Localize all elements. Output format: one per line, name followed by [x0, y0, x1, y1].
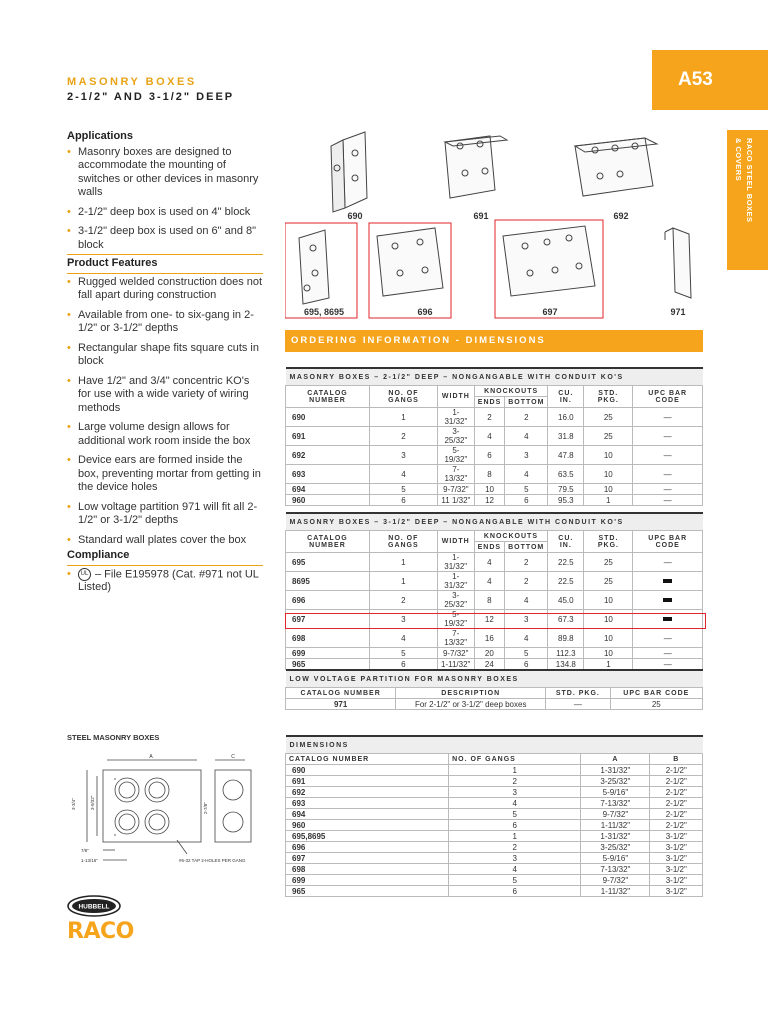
dim-c-label: C	[231, 754, 235, 760]
col-gangs: NO. OF GANGS	[369, 386, 437, 408]
divider	[67, 565, 263, 566]
side-category-tab	[727, 130, 768, 270]
table-row	[286, 629, 703, 648]
table-low-voltage	[285, 669, 703, 710]
table-row	[286, 484, 703, 495]
cell-bottom: 3	[505, 610, 548, 629]
table-body	[286, 765, 703, 897]
cell-upc: 25	[610, 699, 702, 710]
table-row	[286, 853, 703, 864]
cell-b: 2-1/2"	[650, 765, 703, 776]
cell-upc: —	[633, 484, 703, 495]
label-691: 691	[473, 211, 489, 221]
col-pkg: STD. PKG.	[584, 386, 633, 408]
col-pkg: STD. PKG.	[546, 688, 610, 699]
features-heading: Product Features	[67, 257, 158, 269]
cell-gangs: 4	[369, 465, 437, 484]
cell-gangs: 6	[449, 886, 581, 897]
table-row	[286, 446, 703, 465]
list-item: • 2-1/2" deep box is used on 4" block	[67, 206, 263, 220]
table-row	[286, 765, 703, 776]
cell-cu: 134.8	[548, 659, 584, 670]
dim-w2-label: 1-13/16"	[81, 858, 98, 863]
col-catalog: CATALOG NUMBER	[286, 688, 396, 699]
cell-ends: 6	[474, 446, 504, 465]
raco-logo: RACO	[67, 919, 134, 944]
cell-catalog: 698	[286, 864, 449, 875]
label-690: 690	[347, 211, 363, 221]
cell-width: 5-19/32"	[437, 446, 474, 465]
divider	[67, 273, 263, 274]
label-695-8695: 695, 8695	[303, 307, 345, 317]
table-row	[286, 553, 703, 572]
col-pkg: STD. PKG.	[584, 531, 633, 553]
hubbell-logo	[67, 895, 121, 917]
cell-b: 2-1/2"	[650, 809, 703, 820]
table-dimensions	[285, 735, 703, 897]
table-row	[286, 820, 703, 831]
cell-bottom: 5	[505, 484, 548, 495]
cell-a: 3-25/32"	[581, 842, 650, 853]
cell-a: 5-9/16"	[581, 787, 650, 798]
cell-ends: 24	[474, 659, 504, 670]
cell-b: 2-1/2"	[650, 776, 703, 787]
cell-catalog: 698	[286, 629, 370, 648]
box-690-image	[331, 132, 367, 212]
box-691-image	[445, 136, 507, 198]
box-692-image	[575, 138, 657, 196]
cell-catalog: 965	[286, 659, 370, 670]
cell-gangs: 2	[449, 776, 581, 787]
cell-width: 7-13/32"	[437, 629, 474, 648]
table-row	[286, 842, 703, 853]
table-row	[286, 787, 703, 798]
cell-bottom: 3	[505, 446, 548, 465]
col-upc: UPC BAR CODE	[633, 386, 703, 408]
cell-width: 3-25/32"	[437, 427, 474, 446]
table-row	[286, 427, 703, 446]
cell-b: 3-1/2"	[650, 853, 703, 864]
col-cu: CU. IN.	[548, 386, 584, 408]
side-tab-label: RACO STEEL BOXES & COVERS	[734, 138, 754, 223]
table-row	[286, 699, 703, 710]
cell-b: 3-1/2"	[650, 864, 703, 875]
col-bottom: BOTTOM	[505, 542, 548, 553]
col-upc: UPC BAR CODE	[633, 531, 703, 553]
col-gangs: NO. OF GANGS	[369, 531, 437, 553]
cell-gangs: 2	[369, 591, 437, 610]
cell-gangs: 3	[449, 787, 581, 798]
table-row	[286, 809, 703, 820]
table-3-1-2-deep	[285, 512, 703, 670]
cell-catalog: 971	[286, 699, 396, 710]
label-692: 692	[613, 211, 629, 221]
table-row	[286, 659, 703, 670]
cell-a: 1-11/32"	[581, 886, 650, 897]
cell-b: 3-1/2"	[650, 831, 703, 842]
label-971: 971	[670, 307, 686, 317]
cell-cu: 45.0	[548, 591, 584, 610]
cell-gangs: 3	[369, 610, 437, 629]
cell-cu: 79.5	[548, 484, 584, 495]
barcode-icon	[663, 579, 672, 583]
cell-width: 3-25/32"	[437, 591, 474, 610]
cell-bottom: 4	[505, 427, 548, 446]
dim-h3-label: 2-7/8"	[203, 802, 208, 814]
table-row	[286, 776, 703, 787]
dimension-drawing	[67, 750, 257, 880]
list-item: • Standard wall plates cover the box	[67, 534, 263, 548]
cell-bottom: 4	[505, 591, 548, 610]
list-item: • 3-1/2" deep box is used on 6" and 8" block	[67, 225, 263, 252]
col-knockouts: KNOCKOUTS	[474, 531, 548, 542]
cell-upc: —	[633, 629, 703, 648]
cell-width: 5-19/32"	[437, 610, 474, 629]
cell-catalog: 697	[286, 853, 449, 864]
cell-a: 1-31/32"	[581, 831, 650, 842]
cell-cu: 63.5	[548, 465, 584, 484]
table-row	[286, 798, 703, 809]
cell-catalog: 691	[286, 427, 370, 446]
cell-cu: 22.5	[548, 572, 584, 591]
compliance-text: – File E195978 (Cat. #971 not UL Listed)	[78, 567, 259, 594]
table-body	[286, 408, 703, 506]
table-caption: DIMENSIONS	[286, 736, 703, 754]
cell-gangs: 1	[369, 408, 437, 427]
table-row	[286, 591, 703, 610]
col-cu: CU. IN.	[548, 531, 584, 553]
cell-ends: 2	[474, 408, 504, 427]
table-row	[286, 831, 703, 842]
section-title: MASONRY BOXES	[67, 76, 197, 88]
compliance-heading: Compliance	[67, 549, 130, 561]
cell-catalog: 690	[286, 408, 370, 427]
cell-a: 3-25/32"	[581, 776, 650, 787]
hubbell-text: HUBBELL	[78, 903, 110, 911]
cell-cu: 112.3	[548, 648, 584, 659]
cell-gangs: 5	[449, 875, 581, 886]
cell-upc: —	[633, 408, 703, 427]
col-catalog: CATALOG NUMBER	[286, 386, 370, 408]
table-2-1-2-deep	[285, 367, 703, 506]
applications-heading: Applications	[67, 130, 134, 142]
cell-catalog: 699	[286, 648, 370, 659]
cell-catalog: 694	[286, 484, 370, 495]
cell-catalog: 692	[286, 787, 449, 798]
left-column	[67, 130, 263, 601]
cell-gangs: 6	[369, 659, 437, 670]
list-item: • Low voltage partition 971 will fit all 2-1/2" or 3-1/2" depths	[67, 501, 263, 528]
col-width: WIDTH	[437, 386, 474, 408]
cell-width: 1-31/32"	[437, 408, 474, 427]
cell-bottom: 2	[505, 572, 548, 591]
cell-ends: 4	[474, 427, 504, 446]
cell-width: 1-31/32"	[437, 553, 474, 572]
cell-gangs: 3	[369, 446, 437, 465]
cell-description: For 2-1/2" or 3-1/2" deep boxes	[396, 699, 546, 710]
col-catalog: CATALOG NUMBER	[286, 531, 370, 553]
section-subtitle: 2-1/2" AND 3-1/2" DEEP	[67, 91, 235, 103]
partition-971-image	[665, 228, 691, 298]
cell-b: 2-1/2"	[650, 820, 703, 831]
cell-pkg: 10	[584, 484, 633, 495]
table-caption: MASONRY BOXES – 3-1/2" DEEP – NONGANGABLE WITH CONDUIT KO'S	[286, 513, 703, 531]
list-item: • Rugged welded construction does not fall apart during construction	[67, 276, 263, 303]
table-row	[286, 495, 703, 506]
cell-cu: 67.3	[548, 610, 584, 629]
row-highlight-698	[285, 613, 706, 629]
list-item: • Rectangular shape fits square cuts in block	[67, 342, 263, 369]
cell-gangs: 2	[369, 427, 437, 446]
table-row	[286, 875, 703, 886]
cell-width: 1-11/32"	[437, 659, 474, 670]
cell-gangs: 5	[449, 809, 581, 820]
cell-upc	[633, 591, 703, 610]
dim-a-label: A	[149, 754, 153, 760]
table-row	[286, 886, 703, 897]
tap-note: #6-32 TAP 2-HOLES PER GANG	[179, 858, 246, 863]
cell-bottom: 4	[505, 465, 548, 484]
cell-catalog: 693	[286, 465, 370, 484]
compliance-list	[67, 568, 263, 595]
cell-a: 7-13/32"	[581, 864, 650, 875]
cell-upc: —	[633, 553, 703, 572]
cell-upc: —	[633, 465, 703, 484]
col-ends: ENDS	[474, 397, 504, 408]
cell-bottom: 2	[505, 408, 548, 427]
dim-w1-label: 7/8"	[81, 848, 89, 853]
cell-upc: —	[633, 427, 703, 446]
cell-catalog: 696	[286, 842, 449, 853]
cell-ends: 8	[474, 591, 504, 610]
cell-pkg: 10	[584, 446, 633, 465]
list-item: • Have 1/2" and 3/4" concentric KO's for use with a wide variety of wiring methods	[67, 375, 263, 416]
col-upc: UPC BAR CODE	[610, 688, 702, 699]
table-body	[286, 553, 703, 670]
page-code-tab: A53	[652, 50, 768, 110]
cell-b: 2-1/2"	[650, 787, 703, 798]
col-knockouts: KNOCKOUTS	[474, 386, 548, 397]
cell-catalog: 699	[286, 875, 449, 886]
cell-pkg: 10	[584, 629, 633, 648]
cell-gangs: 5	[369, 648, 437, 659]
cell-b: 2-1/2"	[650, 798, 703, 809]
cell-catalog: 696	[286, 591, 370, 610]
cell-upc: —	[633, 659, 703, 670]
cell-cu: 31.8	[548, 427, 584, 446]
cell-pkg: 25	[584, 427, 633, 446]
cell-ends: 8	[474, 465, 504, 484]
cell-pkg: 10	[584, 610, 633, 629]
cell-gangs: 4	[369, 629, 437, 648]
cell-catalog: 692	[286, 446, 370, 465]
cell-gangs: 6	[449, 820, 581, 831]
cell-ends: 12	[474, 610, 504, 629]
table-row	[286, 408, 703, 427]
list-item: • Large volume design allows for additional work room inside the box	[67, 421, 263, 448]
cell-catalog: 960	[286, 820, 449, 831]
cell-catalog: 960	[286, 495, 370, 506]
col-description: DESCRIPTION	[396, 688, 546, 699]
cell-cu: 16.0	[548, 408, 584, 427]
col-a: A	[581, 754, 650, 765]
col-bottom: BOTTOM	[505, 397, 548, 408]
cell-gangs: 4	[449, 798, 581, 809]
ul-listed-icon: UL	[78, 568, 91, 581]
box-695-image	[299, 230, 329, 304]
list-item: • Available from one- to six-gang in 2-1/2" or 3-1/2" depths	[67, 309, 263, 336]
applications-list	[67, 146, 263, 253]
cell-bottom: 2	[505, 553, 548, 572]
cell-gangs: 1	[369, 553, 437, 572]
cell-b: 3-1/2"	[650, 886, 703, 897]
cell-pkg: 10	[584, 591, 633, 610]
dim-h2-label: 3-9/32"	[90, 795, 95, 810]
cell-width: 11 1/32"	[437, 495, 474, 506]
col-ends: ENDS	[474, 542, 504, 553]
cell-bottom: 5	[505, 648, 548, 659]
cell-bottom: 4	[505, 629, 548, 648]
cell-b: 3-1/2"	[650, 875, 703, 886]
cell-pkg: 25	[584, 553, 633, 572]
cell-cu: 22.5	[548, 553, 584, 572]
cell-gangs: 4	[449, 864, 581, 875]
cell-upc: —	[633, 446, 703, 465]
cell-gangs: 6	[369, 495, 437, 506]
cell-gangs: 1	[369, 572, 437, 591]
list-item: • Device ears are formed inside the box, preventing mortar from getting in the device holes	[67, 454, 263, 495]
cell-upc	[633, 572, 703, 591]
cell-cu: 89.8	[548, 629, 584, 648]
cell-ends: 4	[474, 572, 504, 591]
cell-pkg: 1	[584, 659, 633, 670]
cell-a: 1-11/32"	[581, 820, 650, 831]
cell-catalog: 690	[286, 765, 449, 776]
cell-a: 9-7/32"	[581, 809, 650, 820]
col-catalog: CATALOG NUMBER	[286, 754, 449, 765]
cell-pkg: 10	[584, 648, 633, 659]
cell-catalog: 695,8695	[286, 831, 449, 842]
cell-catalog: 697	[286, 610, 370, 629]
cell-cu: 47.8	[548, 446, 584, 465]
cell-a: 1-31/32"	[581, 765, 650, 776]
cell-gangs: 3	[449, 853, 581, 864]
barcode-icon	[663, 598, 672, 602]
cell-width: 9-7/32"	[437, 648, 474, 659]
cell-catalog: 693	[286, 798, 449, 809]
cell-pkg: 1	[584, 495, 633, 506]
cell-a: 9-7/32"	[581, 875, 650, 886]
cell-catalog: 695	[286, 553, 370, 572]
divider	[67, 254, 263, 255]
list-item: • Masonry boxes are designed to accommodate the mounting of switches or other devices in masonry walls	[67, 146, 263, 200]
cell-ends: 20	[474, 648, 504, 659]
cell-catalog: 8695	[286, 572, 370, 591]
col-width: WIDTH	[437, 531, 474, 553]
box-696-image	[377, 228, 443, 296]
table-row	[286, 864, 703, 875]
list-item	[67, 568, 263, 595]
cell-width: 9-7/32"	[437, 484, 474, 495]
ordering-banner: ORDERING INFORMATION - DIMENSIONS	[285, 330, 703, 352]
cell-b: 3-1/2"	[650, 842, 703, 853]
col-gangs: NO. OF GANGS	[449, 754, 581, 765]
cell-pkg: 25	[584, 408, 633, 427]
dim-h1-label: 3-3/4"	[71, 798, 76, 810]
table-row	[286, 572, 703, 591]
col-b: B	[650, 754, 703, 765]
cell-ends: 10	[474, 484, 504, 495]
cell-ends: 4	[474, 553, 504, 572]
cell-catalog: 965	[286, 886, 449, 897]
cell-catalog: 691	[286, 776, 449, 787]
features-list	[67, 276, 263, 548]
label-696: 696	[417, 307, 433, 317]
table-row	[286, 648, 703, 659]
cell-width: 1-31/32"	[437, 572, 474, 591]
cell-pkg: 10	[584, 465, 633, 484]
table-row	[286, 465, 703, 484]
table-caption: MASONRY BOXES – 2-1/2" DEEP – NONGANGABLE WITH CONDUIT KO'S	[286, 368, 703, 386]
cell-ends: 16	[474, 629, 504, 648]
cell-a: 5-9/16"	[581, 853, 650, 864]
cell-pkg: 25	[584, 572, 633, 591]
cell-bottom: 6	[505, 659, 548, 670]
cell-catalog: 694	[286, 809, 449, 820]
cell-gangs: 1	[449, 831, 581, 842]
box-697-image	[503, 226, 595, 296]
cell-gangs: 1	[449, 765, 581, 776]
cell-bottom: 6	[505, 495, 548, 506]
cell-a: 7-13/32"	[581, 798, 650, 809]
table-caption: LOW VOLTAGE PARTITION FOR MASONRY BOXES	[286, 670, 703, 688]
cell-cu: 95.3	[548, 495, 584, 506]
cell-width: 7-13/32"	[437, 465, 474, 484]
drawing-title: STEEL MASONRY BOXES	[67, 733, 160, 742]
cell-upc: —	[633, 495, 703, 506]
cell-gangs: 2	[449, 842, 581, 853]
cell-pkg: —	[546, 699, 610, 710]
cell-gangs: 5	[369, 484, 437, 495]
product-images	[285, 128, 725, 328]
cell-upc: —	[633, 648, 703, 659]
cell-ends: 12	[474, 495, 504, 506]
label-697: 697	[542, 307, 558, 317]
